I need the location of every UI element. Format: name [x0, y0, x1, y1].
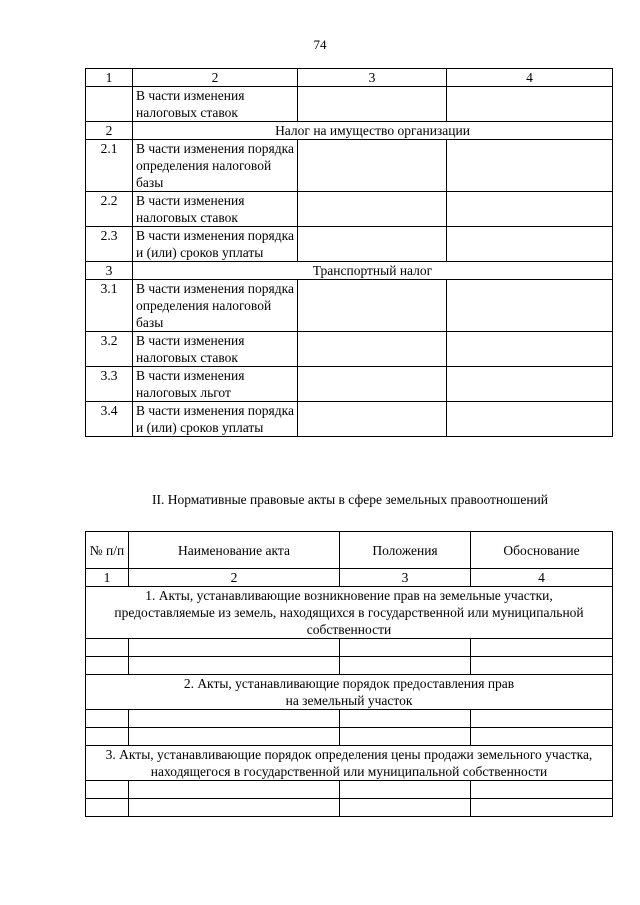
empty-cell — [471, 639, 613, 657]
table-row — [86, 280, 613, 332]
table-row — [86, 639, 613, 657]
empty-cell — [447, 332, 613, 367]
empty-cell — [129, 728, 340, 746]
column-number: 4 — [471, 569, 613, 587]
empty-cell — [447, 140, 613, 192]
empty-cell — [86, 657, 129, 675]
row-description: В части изменения порядка и (или) сроков уплаты — [133, 402, 298, 437]
empty-cell — [129, 781, 340, 799]
group-title-row — [86, 746, 613, 781]
empty-cell — [86, 799, 129, 817]
section-number: 2 — [86, 122, 133, 140]
empty-cell — [471, 728, 613, 746]
section-title: Налог на имущество организации — [133, 122, 613, 140]
group-title-row — [86, 675, 613, 710]
empty-cell — [298, 402, 447, 437]
column-number-row — [86, 569, 613, 587]
table-row — [86, 781, 613, 799]
empty-cell — [298, 227, 447, 262]
empty-cell — [298, 87, 447, 122]
table-row — [86, 140, 613, 192]
empty-cell — [471, 657, 613, 675]
row-description: В части изменения порядка и (или) сроков уплаты — [133, 227, 298, 262]
table-row — [86, 402, 613, 437]
group-title: 3. Акты, устанавливающие порядок определения цены продажи земельного участка, находящегося в государственной или муниципальной собственности — [86, 746, 613, 781]
tax-acts-table — [85, 68, 613, 437]
group-title: 2. Акты, устанавливающие порядок предоставления прав на земельный участок — [86, 675, 613, 710]
empty-cell — [86, 639, 129, 657]
column-header: № п/п — [86, 532, 129, 569]
table-row — [86, 657, 613, 675]
row-description: В части изменения налоговых льгот — [133, 367, 298, 402]
empty-cell — [298, 367, 447, 402]
empty-cell — [129, 710, 340, 728]
empty-cell — [298, 192, 447, 227]
section-row — [86, 262, 613, 280]
empty-cell — [86, 781, 129, 799]
row-number: 2.2 — [86, 192, 133, 227]
empty-cell — [447, 87, 613, 122]
column-number: 3 — [298, 69, 447, 87]
table-row — [86, 227, 613, 262]
table-row — [86, 87, 613, 122]
table-row — [86, 728, 613, 746]
empty-cell — [447, 227, 613, 262]
section-title: Транспортный налог — [133, 262, 613, 280]
table-row — [86, 710, 613, 728]
empty-cell — [471, 781, 613, 799]
row-description: В части изменения порядка определения налоговой базы — [133, 280, 298, 332]
section-heading: II. Нормативные правовые акты в сфере земельных правоотношений — [151, 492, 548, 507]
empty-cell — [340, 710, 471, 728]
row-description: В части изменения налоговых ставок — [133, 87, 298, 122]
land-acts-table — [85, 531, 613, 817]
row-number: 3.3 — [86, 367, 133, 402]
row-description: В части изменения порядка определения налоговой базы — [133, 140, 298, 192]
empty-cell — [340, 781, 471, 799]
table-row — [86, 799, 613, 817]
column-number: 1 — [86, 69, 133, 87]
group-title-row — [86, 587, 613, 639]
row-number: 2.3 — [86, 227, 133, 262]
column-number: 3 — [340, 569, 471, 587]
empty-cell — [471, 710, 613, 728]
column-header: Наименование акта — [129, 532, 340, 569]
row-number — [86, 87, 133, 122]
column-header: Положения — [340, 532, 471, 569]
empty-cell — [340, 639, 471, 657]
table-row — [86, 367, 613, 402]
empty-cell — [471, 799, 613, 817]
row-number: 3.1 — [86, 280, 133, 332]
column-number: 4 — [447, 69, 613, 87]
empty-cell — [340, 657, 471, 675]
empty-cell — [447, 192, 613, 227]
empty-cell — [447, 402, 613, 437]
table-header-row — [86, 69, 613, 87]
group-title: 1. Акты, устанавливающие возникновение прав на земельные участки, предоставляемые из земель, находящихся в государственной или муниципальной собственности — [86, 587, 613, 639]
empty-cell — [86, 728, 129, 746]
section-number: 3 — [86, 262, 133, 280]
empty-cell — [447, 280, 613, 332]
table-row — [86, 332, 613, 367]
empty-cell — [129, 799, 340, 817]
column-number: 1 — [86, 569, 129, 587]
empty-cell — [447, 367, 613, 402]
table-header-row — [86, 532, 613, 569]
empty-cell — [298, 332, 447, 367]
row-number: 2.1 — [86, 140, 133, 192]
row-description: В части изменения налоговых ставок — [133, 192, 298, 227]
row-number: 3.2 — [86, 332, 133, 367]
empty-cell — [340, 728, 471, 746]
column-header: Обоснование — [471, 532, 613, 569]
empty-cell — [340, 799, 471, 817]
row-number: 3.4 — [86, 402, 133, 437]
column-number: 2 — [133, 69, 298, 87]
row-description: В части изменения налоговых ставок — [133, 332, 298, 367]
empty-cell — [298, 140, 447, 192]
page-number: 74 — [313, 37, 327, 52]
empty-cell — [298, 280, 447, 332]
empty-cell — [129, 639, 340, 657]
section-row — [86, 122, 613, 140]
column-number: 2 — [129, 569, 340, 587]
empty-cell — [129, 657, 340, 675]
table-row — [86, 192, 613, 227]
empty-cell — [86, 710, 129, 728]
